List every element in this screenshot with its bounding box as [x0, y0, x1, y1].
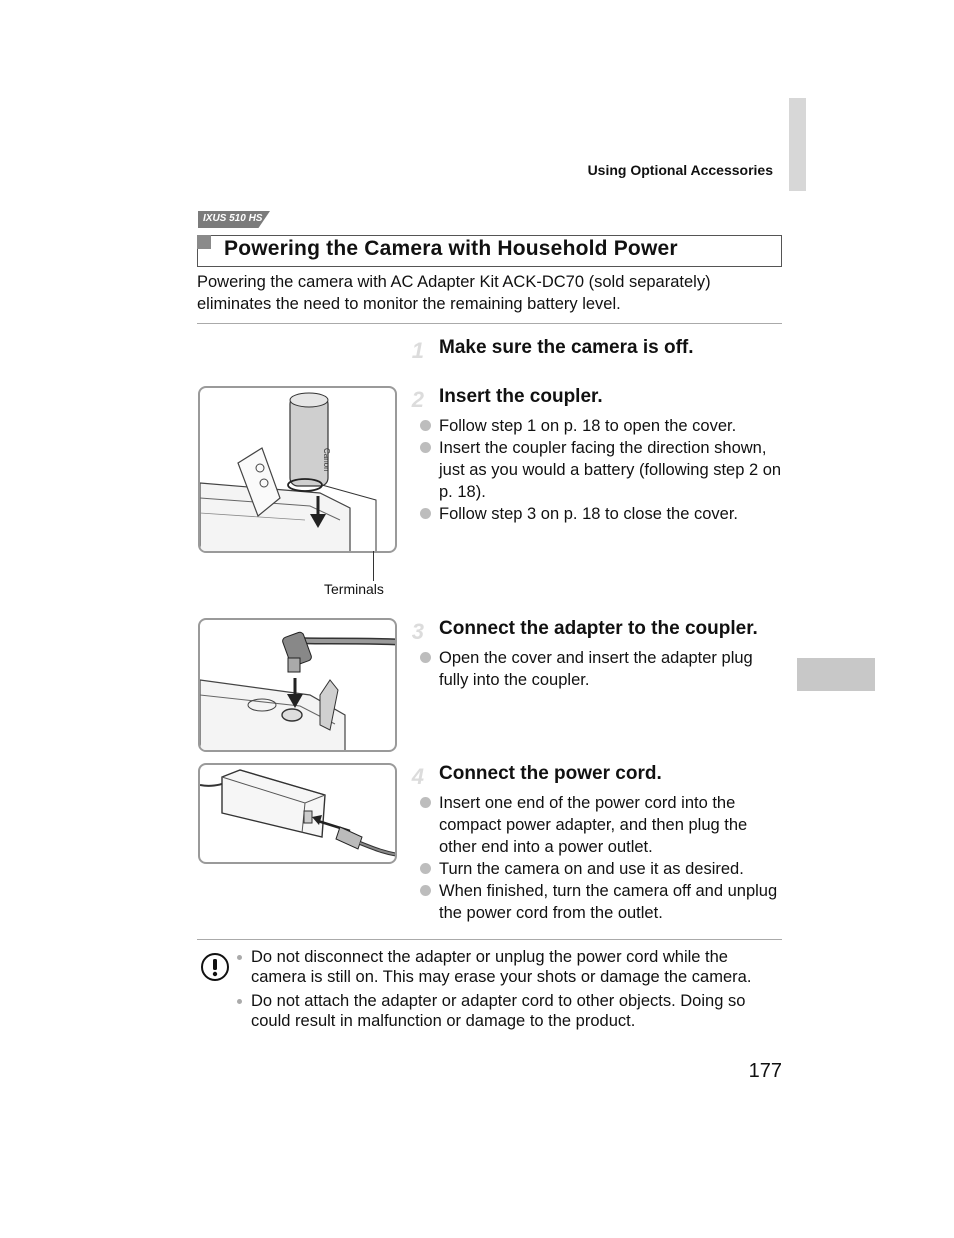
list-item [419, 437, 784, 503]
step-1-number: 1 [411, 338, 424, 363]
power-adapter-figure [198, 763, 397, 864]
step-2-bullets [419, 415, 784, 525]
model-tag [198, 211, 270, 228]
bullet-text: Follow step 3 on p. 18 to close the cover. [439, 505, 739, 523]
caution-icon [200, 952, 230, 982]
model-tag-label: IXUS 510 HS [203, 213, 263, 224]
step-3-bullets [419, 647, 784, 691]
step-4-bullets [419, 792, 784, 924]
list-item [419, 503, 784, 525]
step-4-title: Connect the power cord. [439, 763, 662, 784]
bullet-text: Insert one end of the power cord into the compact power adapter, and then plug the other end into a power outlet. [439, 794, 748, 856]
step-1-title: Make sure the camera is off. [439, 337, 694, 358]
caution-text: Do not attach the adapter or adapter cord to other objects. Doing so could result in malfunction or damage to the product. [251, 992, 746, 1030]
terminals-callout-line [373, 551, 374, 581]
bullet-text: Turn the camera on and use it as desired. [439, 860, 744, 878]
bullet-text: When finished, turn the camera off and unplug the power cord from the outlet. [439, 882, 778, 922]
list-item [419, 647, 784, 691]
bullet-icon [237, 999, 242, 1004]
bullet-text: Insert the coupler facing the direction shown, just as you would a battery (following step 2 on p. 18). [439, 439, 782, 501]
step-2-title: Insert the coupler. [439, 386, 603, 407]
list-item [419, 792, 784, 858]
bullet-text: Open the cover and insert the adapter plug fully into the coupler. [439, 649, 753, 689]
coupler-insert-figure [198, 386, 397, 553]
running-header: Using Optional Accessories [587, 162, 773, 178]
intro-paragraph: Powering the camera with AC Adapter Kit ACK-DC70 (sold separately) eliminates the need to monitor the remaining battery level. [197, 273, 711, 313]
list-item [419, 858, 784, 880]
chapter-tab-bar [789, 98, 806, 191]
step-3-title: Connect the adapter to the coupler. [439, 618, 758, 639]
caution-list [237, 947, 782, 1035]
bullet-icon [420, 797, 431, 808]
bullet-text: Follow step 1 on p. 18 to open the cover. [439, 417, 737, 435]
caution-text: Do not disconnect the adapter or unplug the power cord while the camera is still on. This may erase your shots or damage the camera. [251, 948, 752, 986]
adapter-plug-illustration [200, 620, 397, 752]
coupler-brand-label: Canon [322, 448, 331, 472]
coupler-insert-illustration [200, 388, 397, 553]
chapter-side-tab [797, 658, 875, 691]
bullet-icon [420, 652, 431, 663]
bullet-icon [420, 885, 431, 896]
power-adapter-illustration [200, 765, 397, 864]
bullet-icon [420, 863, 431, 874]
list-item [237, 991, 782, 1031]
bullet-icon [420, 508, 431, 519]
intro-divider [197, 323, 782, 324]
heading-marker-icon [197, 235, 211, 249]
list-item [237, 947, 782, 987]
list-item [419, 415, 784, 437]
step-4-number: 4 [411, 764, 424, 789]
bullet-icon [237, 955, 242, 960]
list-item [419, 880, 784, 924]
terminals-caption: Terminals [324, 581, 384, 597]
bullet-icon [420, 442, 431, 453]
adapter-plug-figure [198, 618, 397, 752]
caution-divider [197, 939, 782, 940]
section-heading: Powering the Camera with Household Power [224, 237, 678, 260]
step-3-number: 3 [411, 619, 424, 644]
page-number: 177 [748, 1060, 782, 1082]
bullet-icon [420, 420, 431, 431]
step-2-number: 2 [411, 387, 424, 412]
